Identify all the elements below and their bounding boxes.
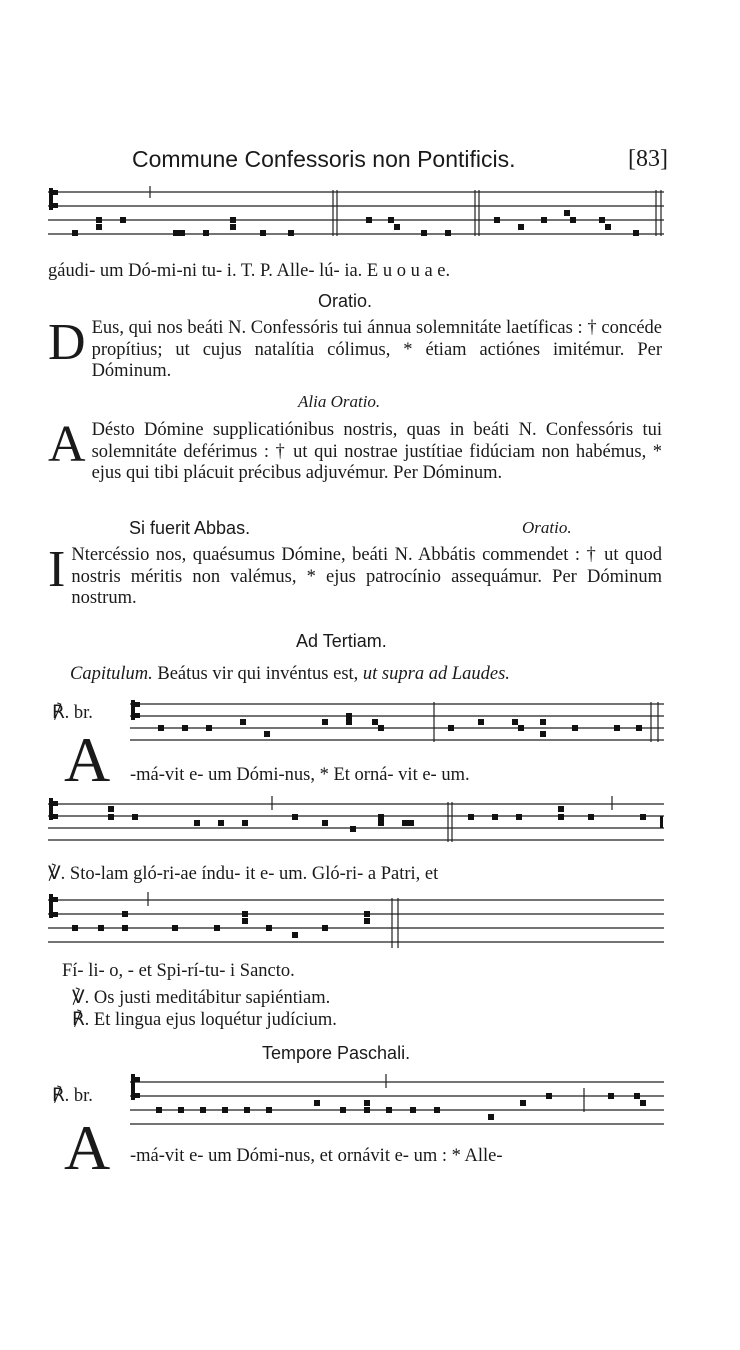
capitulum-label: Capitulum. bbox=[70, 664, 153, 684]
oratio-text: Désto Dómine supplicatiónibus nostris, quas in beáti N. Confessóris tui solemnitáte deférimus : † ut qui nostrae justítiae fidúciam non habémus, * ejus qui tibi plácuit précibus adjuvémur. Per Dóminum. bbox=[91, 420, 662, 483]
oratio-text: Eus, qui nos beáti N. Confessóris tui ánnua solemnitáte laetíficas : † concéde propítius; ut cujus natalítia cólimus, * étiam actiónes imitémur. Per Dóminum. bbox=[91, 318, 662, 381]
abbas-heading: Si fuerit Abbas. bbox=[129, 518, 251, 538]
drop-cap: A bbox=[48, 416, 86, 473]
ad-tertiam-heading: Ad Tertiam. bbox=[296, 631, 387, 651]
big-initial-a-paschal: A bbox=[64, 1112, 111, 1183]
tempore-paschali-heading: Tempore Paschali. bbox=[262, 1043, 411, 1063]
responsory-lyrics-2: ℣. Sto-lam gló-ri-ae índu- it e- um. Gló-ri- a Patri, et bbox=[48, 864, 439, 884]
oratio-heading: Oratio. bbox=[318, 291, 373, 311]
music-staff-1 bbox=[48, 186, 664, 248]
capitulum-text: Beátus vir qui invéntus est, bbox=[157, 664, 359, 684]
music-staff-4 bbox=[48, 892, 664, 952]
responsory-label: ℟. br. bbox=[52, 703, 93, 723]
oratio-paragraph-1 bbox=[48, 314, 662, 383]
capitulum-ref: ut supra ad Laudes. bbox=[362, 664, 510, 684]
big-initial-a: A bbox=[64, 724, 111, 795]
responsory-lyrics-1: -má-vit e- um Dómi-nus, * Et orná- vit e- um. bbox=[130, 765, 470, 785]
responsory-lyrics-3: Fí- li- o, - et Spi-rí-tu- i Sancto. bbox=[62, 961, 295, 981]
music-staff-3 bbox=[48, 794, 664, 850]
drop-cap: I bbox=[48, 541, 66, 598]
paschal-lyrics: -má-vit e- um Dómi-nus, et ornávit e- um : * Alle- bbox=[130, 1146, 503, 1166]
paschal-responsory-label: ℟. br. bbox=[52, 1086, 93, 1106]
page-number: [83] bbox=[628, 146, 668, 172]
oratio-paragraph-2 bbox=[48, 416, 662, 485]
music-staff-2 bbox=[130, 698, 664, 750]
page-title: Commune Confessoris non Pontificis. bbox=[132, 146, 516, 172]
music-staff-5 bbox=[130, 1072, 664, 1132]
abbas-text: Ntercéssio nos, quaésumus Dómine, beáti N. Abbátis commendet : † ut quod nostris méritis non valémus, * ejus patrocínio assequámur. Per Dóminum nostrum. bbox=[71, 545, 662, 608]
chant-lyrics-1: gáudi- um Dó-mi-ni tu- i. T. P. Alle- lú- ia. E u o u a e. bbox=[48, 261, 451, 281]
versicle-line: ℣. Os justi meditábitur sapiéntiam. bbox=[72, 988, 331, 1008]
capitulum-line bbox=[70, 664, 510, 685]
abbas-oratio-heading: Oratio. bbox=[522, 518, 572, 537]
abbas-paragraph bbox=[48, 541, 662, 610]
drop-cap: D bbox=[48, 314, 86, 371]
response-line: ℟. Et lingua ejus loquétur judícium. bbox=[72, 1010, 337, 1030]
alia-oratio-heading: Alia Oratio. bbox=[298, 392, 381, 411]
